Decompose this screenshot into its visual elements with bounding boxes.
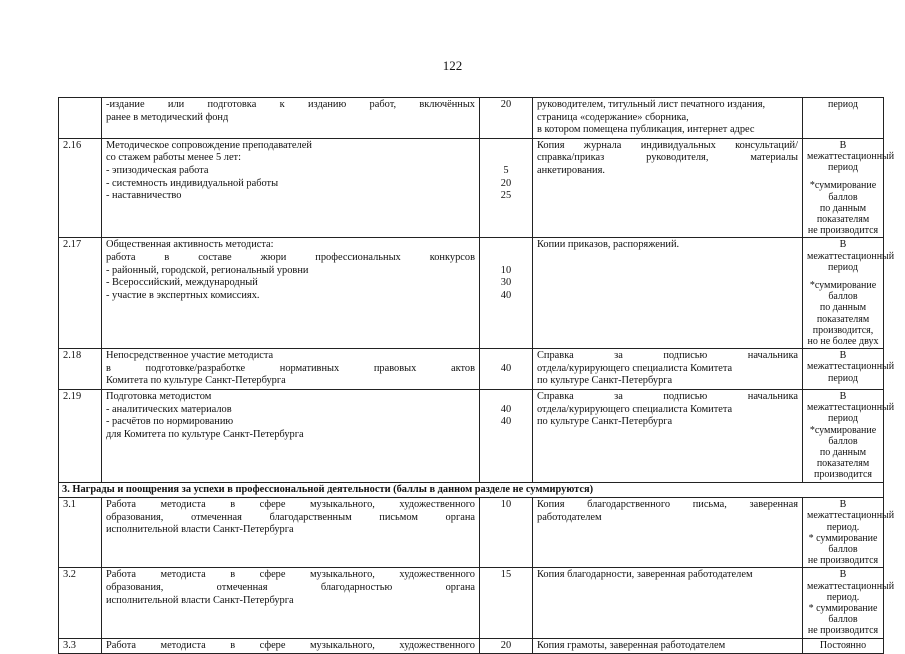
row-number xyxy=(59,98,102,139)
supporting-documents: Копия журнала индивидуальных консультаций/ справка/приказ руководителя, материалы анкетирования. xyxy=(533,138,803,238)
score-cell: 20 xyxy=(480,98,533,139)
supporting-documents: Копия благодарности, заверенная работодателем xyxy=(533,568,803,638)
criterion-description: -издание или подготовка к изданию работ, включённых ранее в методический фонд xyxy=(102,98,480,139)
row-number: 2.17 xyxy=(59,238,102,349)
row-number: 2.16 xyxy=(59,138,102,238)
table-row xyxy=(59,238,884,349)
period-cell: В межаттестационный период *суммирование баллов по данным показателям производится, но не более двух xyxy=(803,238,884,349)
supporting-documents: Копия благодарственного письма, заверенная работодателем xyxy=(533,498,803,568)
table-row xyxy=(59,349,884,390)
row-number: 3.1 xyxy=(59,498,102,568)
criterion-description: Методическое сопровождение преподавателей со стажем работы менее 5 лет: - эпизодическая работа - системность индивидуальной работы - наставничество xyxy=(102,138,480,238)
period-cell: В межаттестационный период xyxy=(803,349,884,390)
row-number: 3.3 xyxy=(59,638,102,654)
section-header-row xyxy=(59,482,884,498)
supporting-documents: руководителем, титульный лист печатного издания, страница «содержание» сборника, в котором помещена публикация, интернет адрес xyxy=(533,98,803,139)
criterion-description: Работа методиста в сфере музыкального, художественного xyxy=(102,638,480,654)
criteria-table xyxy=(58,97,895,654)
criterion-description: Работа методиста в сфере музыкального, художественного образования, отмеченная благодарственным письмом органа исполнительной власти Санкт-Петербурга xyxy=(102,498,480,568)
criterion-description: Общественная активность методиста: работа в составе жюри профессиональных конкурсов - районный, городской, региональный уровни - Всероссийский, международный - участие в экспертных комиссиях. xyxy=(102,238,480,349)
table-row xyxy=(59,638,884,654)
row-number: 2.19 xyxy=(59,390,102,483)
period-cell: В межаттестационный период. * суммирование баллов не производится xyxy=(803,498,884,568)
period-cell: период xyxy=(803,98,884,139)
table-row xyxy=(59,568,884,638)
score-cell: 40 xyxy=(480,349,533,390)
score-cell: 15 xyxy=(480,568,533,638)
supporting-documents: Справка за подписью начальника отдела/курирующего специалиста Комитета по культуре Санкт-Петербурга xyxy=(533,390,803,483)
period-cell: В межаттестационный период *суммирование баллов по данным показателям не производится xyxy=(803,138,884,238)
section-title: 3. Награды и поощрения за успехи в профессиональной деятельности (баллы в данном разделе не суммируются) xyxy=(59,482,884,498)
period-cell: Постоянно xyxy=(803,638,884,654)
criterion-description: Непосредственное участие методиста в подготовке/разработке нормативных правовых актов Комитета по культуре Санкт-Петербурга xyxy=(102,349,480,390)
score-cell: 20 xyxy=(480,638,533,654)
criterion-description: Работа методиста в сфере музыкального, художественного образования, отмеченная благодарностью органа исполнительной власти Санкт-Петербурга xyxy=(102,568,480,638)
row-number: 3.2 xyxy=(59,568,102,638)
supporting-documents: Справка за подписью начальника отдела/курирующего специалиста Комитета по культуре Санкт-Петербурга xyxy=(533,349,803,390)
score-cell: 5 20 25 xyxy=(480,138,533,238)
row-number: 2.18 xyxy=(59,349,102,390)
table-row xyxy=(59,390,884,483)
supporting-documents: Копии приказов, распоряжений. xyxy=(533,238,803,349)
table-row xyxy=(59,498,884,568)
period-cell: В межаттестационный период *суммирование баллов по данным показателям производится xyxy=(803,390,884,483)
table-row xyxy=(59,98,884,139)
table-row xyxy=(59,138,884,238)
score-cell: 10 30 40 xyxy=(480,238,533,349)
criterion-description: Подготовка методистом - аналитических материалов - расчётов по нормированию для Комитета по культуре Санкт-Петербурга xyxy=(102,390,480,483)
supporting-documents: Копия грамоты, заверенная работодателем xyxy=(533,638,803,654)
score-cell: 40 40 xyxy=(480,390,533,483)
score-cell: 10 xyxy=(480,498,533,568)
period-cell: В межаттестационный период. * суммирование баллов не производится xyxy=(803,568,884,638)
page-number: 122 xyxy=(442,58,463,73)
